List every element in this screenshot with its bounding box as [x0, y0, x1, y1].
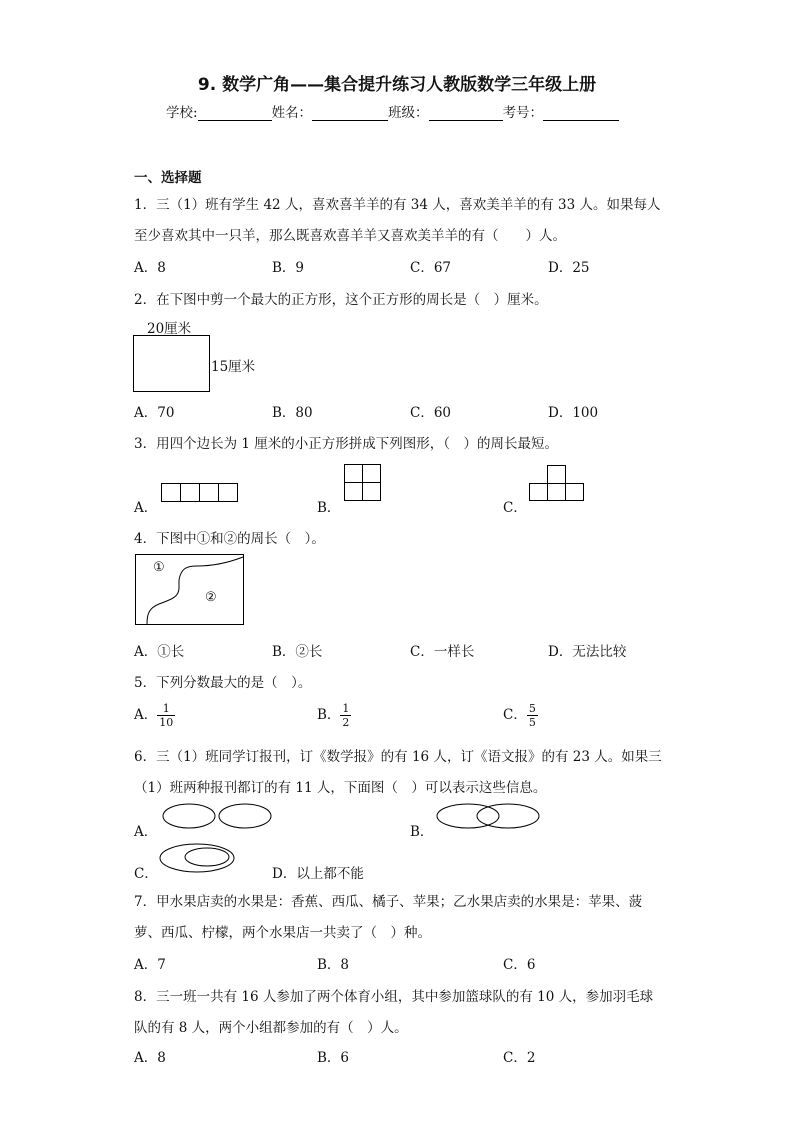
q4-region-1-label: ① [153, 560, 165, 575]
q3-option-c[interactable]: C． [503, 500, 527, 516]
q7-option-b[interactable]: B．8 [317, 957, 350, 973]
q1-option-b[interactable]: B．9 [272, 260, 305, 276]
q5-fraction-b-denominator: 2 [342, 716, 350, 729]
q5-option-a[interactable] [134, 702, 175, 729]
q5-text: 5．下列分数最大的是（ ）。 [134, 675, 312, 691]
section-heading: 一、选择题 [134, 170, 202, 186]
q2-option-c[interactable]: C．60 [410, 405, 452, 421]
q7-text-line2: 萝、西瓜、柠檬，两个水果店一共卖了（ ）种。 [134, 925, 431, 941]
class-blank[interactable] [429, 106, 503, 121]
q6-text-line2: （1）班两种报刊都订的有 11 人，下面图（ ）可以表示这些信息。 [134, 780, 547, 796]
q8-text-line2: 队的有 8 人，两个小组都参加的有（ ）人。 [134, 1020, 408, 1036]
exam-no-label: 考号： [502, 105, 544, 121]
q8-text-line1: 8．三一班一共有 16 人参加了两个体育小组，其中参加篮球队的有 10 人，参加羽毛球 [134, 989, 654, 1005]
q7-text-line1: 7．甲水果店卖的水果是：香蕉、西瓜、橘子、苹果；乙水果店卖的水果是：苹果、菠 [134, 894, 643, 910]
q6-option-b[interactable]: B． [410, 824, 434, 840]
q5-fraction-c-denominator: 5 [528, 716, 536, 729]
q5-fraction-b-numerator: 1 [342, 702, 350, 715]
q5-fraction-c-numerator: 5 [528, 702, 536, 715]
q3-text: 3．用四个边长为 1 厘米的小正方形拼成下列图形，（ ）的周长最短。 [134, 436, 559, 452]
q2-option-b[interactable]: B．80 [272, 405, 313, 421]
q4-option-b[interactable]: B．②长 [272, 644, 323, 660]
name-label: 姓名： [271, 105, 313, 121]
q5-option-b[interactable] [317, 702, 351, 729]
q2-rectangle-figure [133, 335, 213, 395]
q6-option-c[interactable]: C． [134, 866, 158, 882]
q3-option-b[interactable]: B． [317, 500, 341, 516]
q2-height-label: 15厘米 [211, 359, 256, 375]
page-title: 9. 数学广角——集合提升练习人教版数学三年级上册 [197, 75, 597, 95]
q5-fraction-a-numerator: 1 [157, 702, 175, 716]
q5-fraction-b [340, 702, 351, 729]
q6-diagram-a-separate-ovals [162, 803, 274, 831]
q1-option-d[interactable]: D．25 [548, 260, 590, 276]
school-label: 学校: [166, 105, 198, 121]
q5-option-c[interactable] [503, 702, 538, 729]
q1-option-c[interactable]: C．67 [410, 260, 452, 276]
q6-option-d[interactable]: D．以上都不能 [272, 866, 364, 882]
q3-option-a[interactable]: A． [134, 500, 158, 516]
q4-option-c[interactable]: C．一样长 [410, 644, 475, 660]
q6-diagram-b-overlapping-ovals [436, 803, 542, 831]
q2-option-d[interactable]: D．100 [548, 405, 599, 421]
q5-fraction-a [157, 702, 175, 729]
q2-option-a[interactable]: A．70 [134, 405, 175, 421]
q7-option-a[interactable]: A．7 [134, 957, 166, 973]
q8-option-b[interactable]: B．6 [317, 1050, 350, 1066]
exam-no-blank[interactable] [543, 106, 619, 121]
school-blank[interactable] [198, 106, 272, 121]
q2-width-label: 20厘米 [147, 321, 192, 337]
q2-text: 2．在下图中剪一个最大的正方形，这个正方形的周长是（ ）厘米。 [134, 292, 548, 308]
q5-fraction-c [527, 702, 538, 729]
q4-option-a[interactable]: A．①长 [134, 644, 185, 660]
q6-option-a[interactable]: A． [134, 824, 158, 840]
q1-option-a[interactable]: A．8 [134, 260, 166, 276]
q1-text-line1: 1．三（1）班有学生 42 人，喜欢喜羊羊的有 34 人，喜欢美羊羊的有 33 人。如果每人 [134, 197, 661, 213]
q8-option-c[interactable]: C．2 [503, 1050, 536, 1066]
q5-option-c-label: C． [503, 707, 527, 723]
class-label: 班级： [388, 105, 429, 121]
q6-text-line1: 6．三（1）班同学订报刊，订《数学报》的有 16 人，订《语文报》的有 23 人。如果三 [134, 749, 662, 765]
q3-shape-c-t [529, 465, 585, 503]
q3-shape-a-row [161, 483, 239, 503]
q4-text: 4．下图中①和②的周长（ ）。 [134, 531, 325, 547]
q1-text-line2: 至少喜欢其中一只羊，那么既喜欢喜羊羊又喜欢美羊羊的有（ ）人。 [134, 228, 566, 244]
q4-region-2-label: ② [205, 590, 217, 605]
q3-shape-b-square [344, 464, 382, 502]
q4-divided-rectangle-figure [135, 554, 247, 628]
q4-option-d[interactable]: D．无法比较 [548, 644, 627, 660]
q5-option-b-label: B． [317, 707, 341, 723]
q5-option-a-label: A． [134, 707, 158, 723]
q6-diagram-c-nested-ovals [159, 843, 239, 875]
q5-fraction-a-denominator: 10 [159, 716, 174, 729]
q7-option-c[interactable]: C．6 [503, 957, 536, 973]
q8-option-a[interactable]: A．8 [134, 1050, 166, 1066]
student-info-line [166, 101, 619, 121]
name-blank[interactable] [312, 106, 388, 121]
